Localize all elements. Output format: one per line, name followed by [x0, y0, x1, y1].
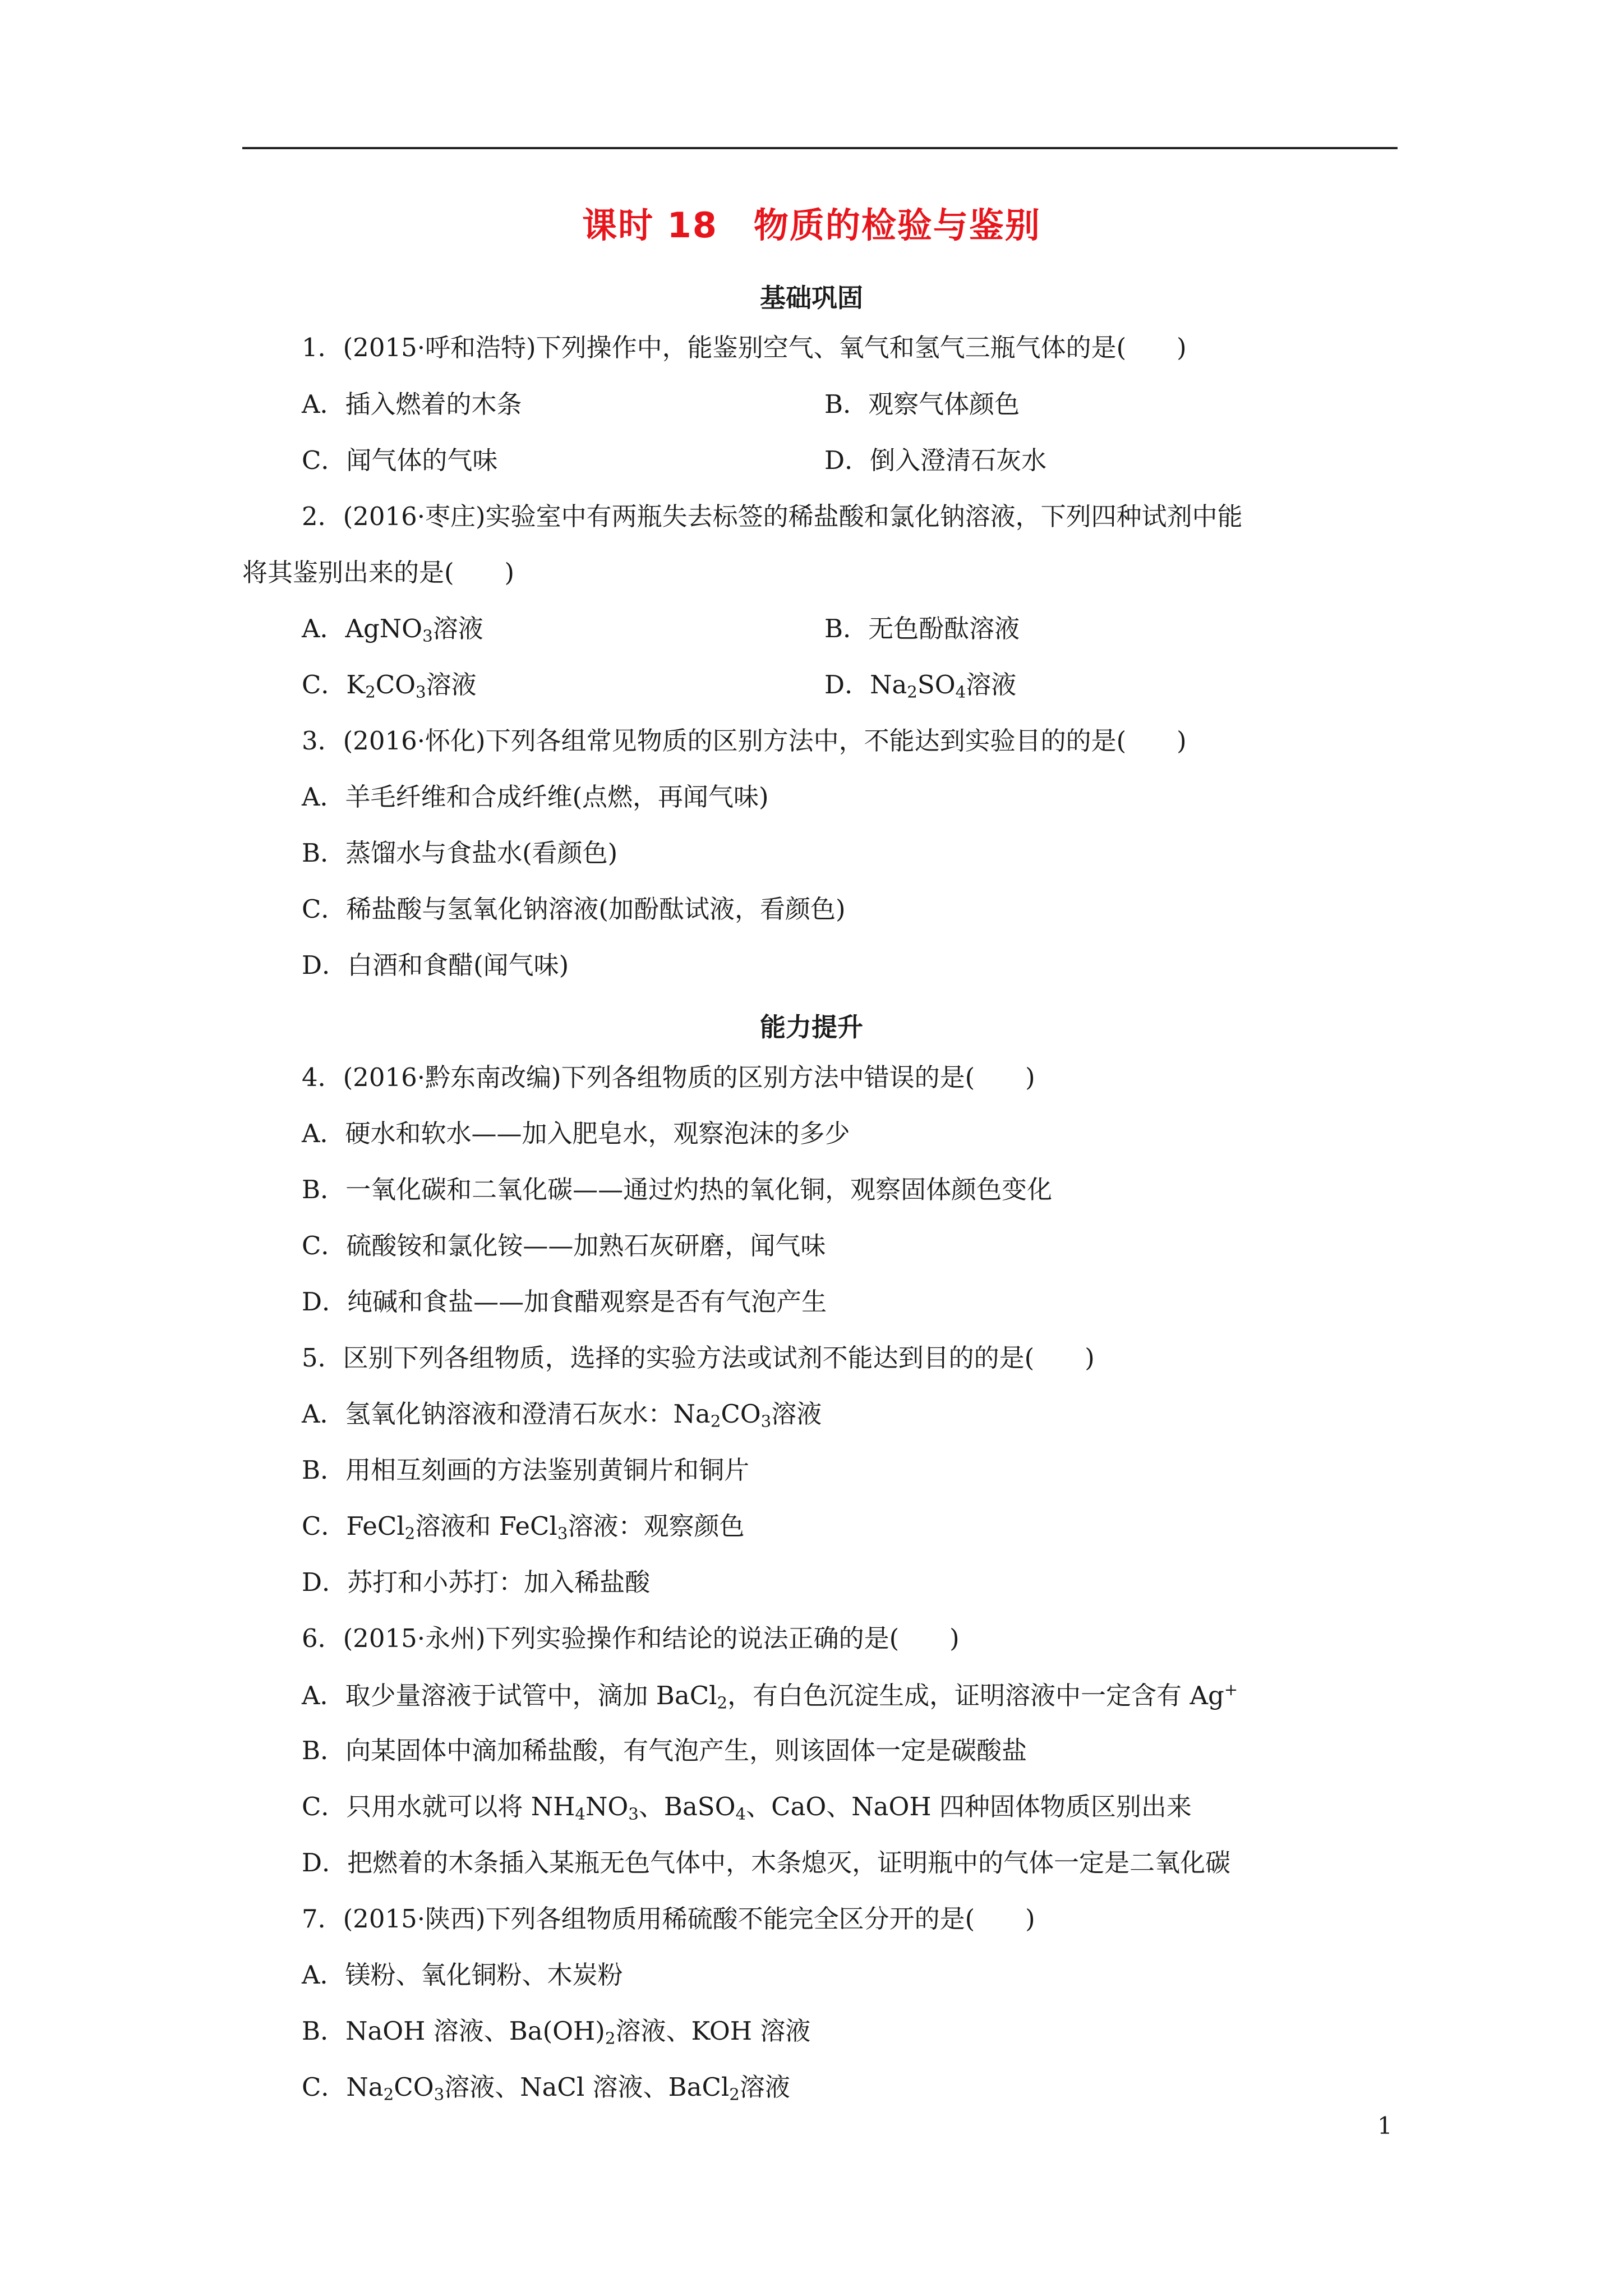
question-2-stem-line-2: 将其鉴别出来的是( ): [242, 558, 515, 587]
question-6-option-b: B．向某固体中滴加稀盐酸，有气泡产生，则该固体一定是碳酸盐: [302, 1736, 1027, 1765]
question-7-option-a: A．镁粉、氧化铜粉、木炭粉: [302, 1960, 623, 1990]
question-4-option-a: A．硬水和软水——加入肥皂水，观察泡沫的多少: [302, 1119, 850, 1148]
question-4-option-c: C．硫酸铵和氯化铵——加熟石灰研磨，闻气味: [302, 1231, 826, 1260]
header-rule: [242, 147, 1398, 149]
question-2-stem-line-1: 2．(2016·枣庄)实验室中有两瓶失去标签的稀盐酸和氯化钠溶液，下列四种试剂中能: [302, 501, 1243, 531]
page-number: 1: [1377, 2112, 1393, 2139]
question-6-option-c: C．只用水就可以将 $NH_4NO_3$、BaSO$_4$、CaO、NaOH 四种固体物质区别出来: [302, 1792, 1192, 1824]
section-heading-basic: 基础巩固: [760, 283, 863, 313]
question-1-option-d: D．倒入澄清石灰水: [824, 445, 1047, 475]
question-7-stem: 7．(2015·陕西)下列各组物质用稀硫酸不能完全区分开的是( ): [302, 1904, 1035, 1934]
question-2-option-a: A．AgNO$_3$溶液: [302, 614, 483, 646]
question-1-stem: 1．(2015·呼和浩特)下列操作中，能鉴别空气、氧气和氢气三瓶气体的是( ): [302, 333, 1187, 362]
section-heading-advanced: 能力提升: [760, 1012, 863, 1042]
question-3-option-a: A．羊毛纤维和合成纤维(点燃，再闻气味): [302, 782, 769, 812]
question-7-option-b: B．NaOH 溶液、$Ba(OH)_2$溶液、KOH 溶液: [302, 2016, 811, 2048]
question-5-option-a: A．氢氧化钠溶液和澄清石灰水：$Na_2CO_3$溶液: [302, 1399, 822, 1431]
question-4-option-b: B．一氧化碳和二氧化碳——通过灼热的氧化铜，观察固体颜色变化: [302, 1175, 1053, 1204]
question-2-option-c: C．$K_2CO_3$溶液: [302, 670, 477, 702]
question-6-option-a: A．取少量溶液于试管中，滴加 BaCl$_2$，有白色沉淀生成，证明溶液中一定含有 Ag+: [302, 1680, 1238, 1713]
question-2-option-d: D．$Na_2SO_4$溶液: [824, 670, 1017, 702]
question-3-option-b: B．蒸馏水与食盐水(看颜色): [302, 838, 618, 868]
question-5-option-b: B．用相互刻画的方法鉴别黄铜片和铜片: [302, 1455, 750, 1485]
question-1-option-a: A．插入燃着的木条: [302, 389, 522, 419]
question-5-stem: 5．区别下列各组物质，选择的实验方法或试剂不能达到目的的是( ): [302, 1343, 1095, 1373]
question-4-stem: 4．(2016·黔东南改编)下列各组物质的区别方法中错误的是( ): [302, 1062, 1035, 1092]
question-5-option-d: D．苏打和小苏打：加入稀盐酸: [302, 1567, 651, 1597]
question-1-option-c: C．闻气体的气味: [302, 445, 498, 475]
question-7-option-c: C．$Na_2CO_3$溶液、NaCl 溶液、BaCl$_2$溶液: [302, 2072, 790, 2104]
question-3-option-c: C．稀盐酸与氢氧化钠溶液(加酚酞试液，看颜色): [302, 894, 846, 924]
question-4-option-d: D．纯碱和食盐——加食醋观察是否有气泡产生: [302, 1287, 827, 1317]
page-title: 课时 18 物质的检验与鉴别: [582, 205, 1041, 246]
question-1-option-b: B．观察气体颜色: [824, 389, 1020, 419]
question-6-option-d: D．把燃着的木条插入某瓶无色气体中，木条熄灭，证明瓶中的气体一定是二氧化碳: [302, 1848, 1231, 1878]
question-3-stem: 3．(2016·怀化)下列各组常见物质的区别方法中，不能达到实验目的的是( ): [302, 726, 1187, 756]
question-5-option-c: C．FeCl$_2$溶液和 FeCl$_3$溶液：观察颜色: [302, 1511, 745, 1543]
question-6-stem: 6．(2015·永州)下列实验操作和结论的说法正确的是( ): [302, 1623, 960, 1653]
question-3-option-d: D．白酒和食醋(闻气味): [302, 950, 569, 980]
question-2-option-b: B．无色酚酞溶液: [824, 614, 1020, 643]
